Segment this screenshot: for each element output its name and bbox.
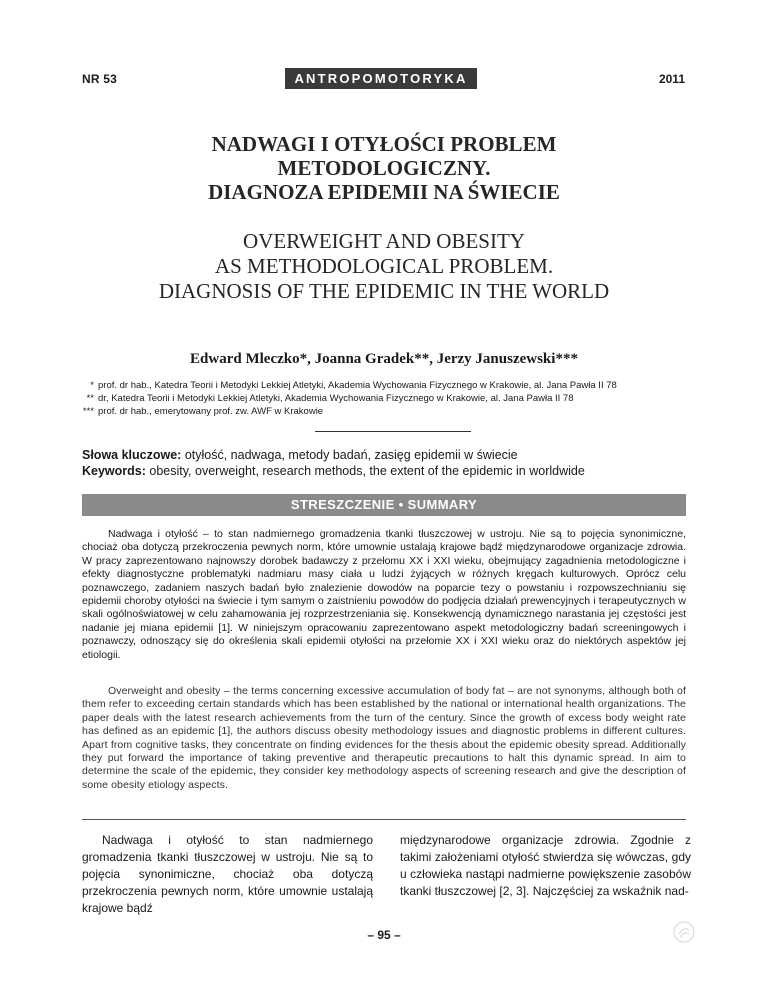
- title-en-line-2: AS METHODOLOGICAL PROBLEM.: [214, 254, 554, 278]
- summary-separator: [82, 819, 686, 820]
- watermark-logo-icon: [672, 920, 696, 944]
- keywords-pl-label: Słowa kluczowe:: [82, 448, 182, 462]
- authors: Edward Mleczko*, Joanna Gradek**, Jerzy Januszewski***: [190, 351, 578, 367]
- keywords-en-label: Keywords:: [82, 464, 146, 478]
- affiliation-mark: ***: [82, 406, 94, 417]
- body-column-right: międzynarodowe organizacje zdrowia. Zgodnie z takimi założeniami otyłość stwierdza się wówczas, gdy u człowieka nastąpi nadmierne powiększenie zasobów tkanki tłuszczowej [2, 3]. Najczęściej za wskaźnik nad-: [400, 833, 691, 898]
- affiliation-text: dr, Katedra Teorii i Metodyki Lekkiej Atletyki, Akademia Wychowania Fizycznego w Krakowie, al. Jana Pawła II 78: [98, 393, 574, 404]
- affiliation-text: prof. dr hab., Katedra Teorii i Metodyki Lekkiej Atletyki, Akademia Wychowania Fizycznego w Krakowie, al. Jana Pawła II 78: [98, 380, 617, 391]
- affiliation-mark: **: [86, 393, 94, 404]
- journal-name-banner: ANTROPOMOTORYKA: [285, 68, 477, 89]
- issue-number: NR 53: [82, 72, 118, 86]
- keywords-en-text: obesity, overweight, research methods, the extent of the epidemic in worldwide: [145, 464, 585, 478]
- page-number: – 95 –: [367, 928, 401, 942]
- title-pl-line-1: NADWAGI I OTYŁOŚCI PROBLEM: [211, 132, 557, 156]
- keywords-en: [82, 463, 585, 479]
- keywords-pl-text: otyłość, nadwaga, metody badań, zasięg epidemii w świecie: [181, 448, 518, 462]
- affiliation-2: [76, 392, 574, 405]
- title-pl-line-2: METODOLOGICZNY.: [277, 156, 491, 180]
- summary-en: Overweight and obesity – the terms concerning excessive accumulation of body fat – are not synonyms, although both of them refer to exceeding certain standards which has been established by the national or international health organizations. The paper deals with the latest research achievements from the turn of the century. Since the growth of excess body weight rate has defined as an epidemic [1], the authors discuss obesity methodology issues and diagnostic problems in different cultures. Apart from cognitive tasks, they concentrate on finding evidences for the thesis about the epidemic obesity spread. Additionally they put forward the importance of taking preventive and therapeutic precautions to halt this dynamic spread. In aim to determine the scale of the epidemic, they consider key methodology aspects of screening research and give the description of some obesity etiology aspects.: [82, 685, 686, 791]
- publication-year: 2011: [658, 72, 685, 86]
- affiliation-1: [76, 379, 617, 392]
- title-en-line-1: OVERWEIGHT AND OBESITY: [243, 229, 525, 253]
- title-pl-line-3: DIAGNOZA EPIDEMII NA ŚWIECIE: [208, 180, 560, 204]
- summary-pl: Nadwaga i otyłość – to stan nadmiernego gromadzenia tkanki tłuszczowej w ustroju. Nie są to pojęcia synonimiczne, chociaż oba dotyczą przekroczenia pewnych norm, które umownie ustalają krajowe bądź międzynarodowe organizacje zdrowia. W pracy zaprezentowano najnowszy dorobek badawczy z przełomu XX i XXI wieku, obejmujący zagadnienia metodologiczne i efekty diagnostyczne problematyki nadmiaru masy ciała u ludzi żyjących w różnych kręgach kulturowych. Oprócz celu poznawczego, zadaniem naszych badań było znalezienie dowodów na poparcie tezy o powstaniu i rozpowszechnianiu się epidemii choroby otyłości na świecie i tym samym o zaistnieniu powodów do podjęcia działań prewencyjnych i terapeutycznych w skali ogólnoświatowej w celu zahamowania jej rozprzestrzeniania się. Konsekwencją dynamicznego narastania jej częstości jest nadanie jej miana epidemii [1]. W niniejszym opracowaniu zaprezentowano aspekt metodologiczny badań screeningowych i poznawczy, odnoszący się do określenia skali epidemii otyłości na przełomie XX i XXI wieku oraz do niektórych aspektów jej etiologii.: [82, 528, 686, 661]
- affiliation-mark: *: [90, 380, 94, 391]
- section-divider: [315, 431, 471, 432]
- body-column-left: Nadwaga i otyłość to stan nadmiernego gromadzenia tkanki tłuszczowej w ustroju. Nie są to pojęcia synonimiczne, chociaż oba dotyczą przekroczenia pewnych norm, które umownie ustalają krajowe bądź: [82, 833, 373, 915]
- summary-header: STRESZCZENIE • SUMMARY: [82, 494, 686, 516]
- keywords-pl: [82, 447, 518, 463]
- affiliation-text: prof. dr hab., emerytowany prof. zw. AWF w Krakowie: [98, 406, 324, 417]
- title-en-line-3: DIAGNOSIS OF THE EPIDEMIC IN THE WORLD: [158, 279, 610, 303]
- affiliation-3: [76, 405, 323, 418]
